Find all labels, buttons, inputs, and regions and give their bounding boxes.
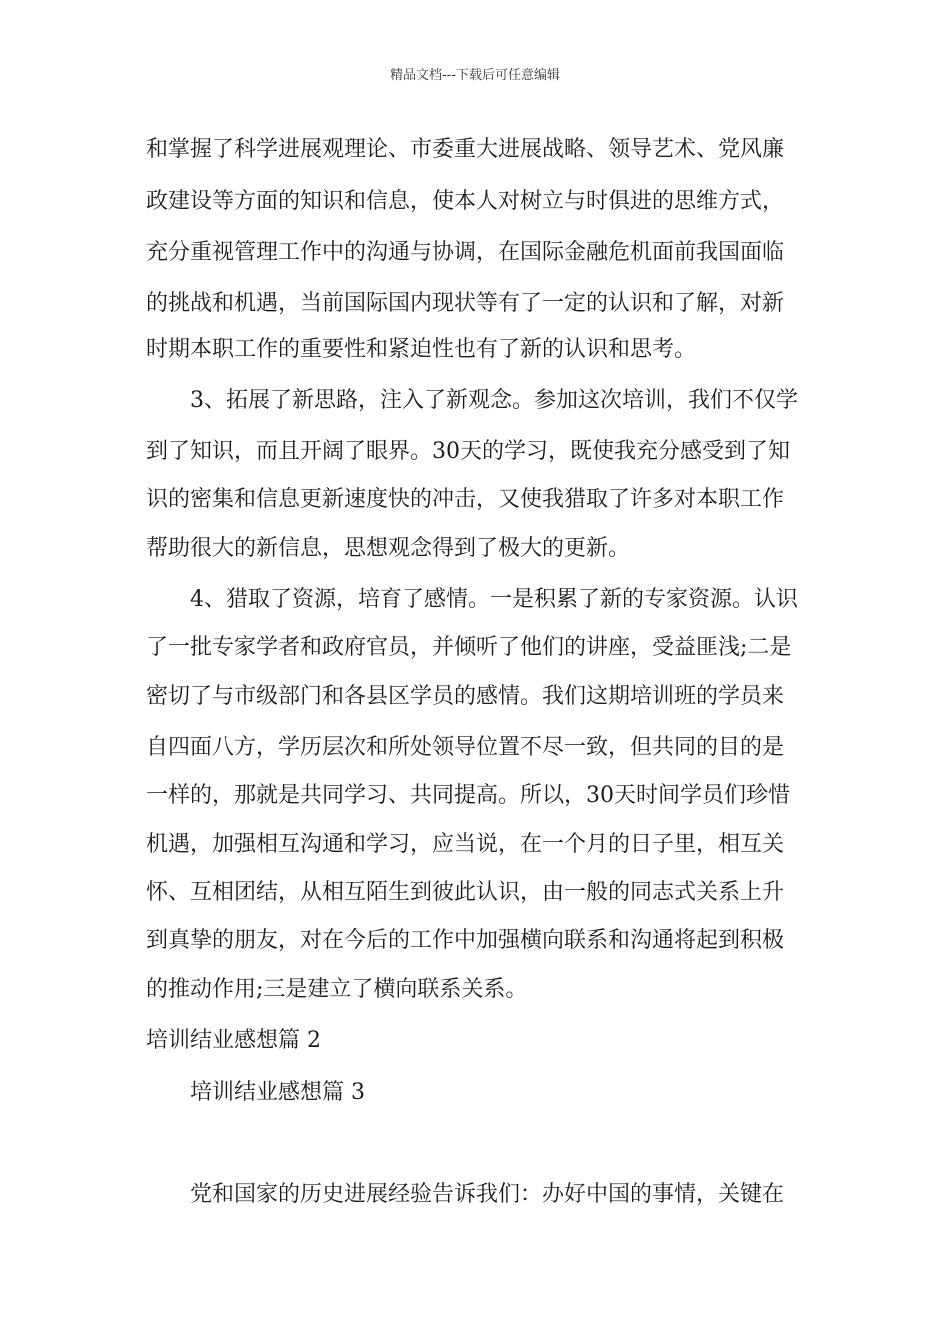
body-line: 的挑战和机遇，当前国际国内现状等有了一定的认识和了解，对新 [146,291,785,316]
body-line: 识的密集和信息更新速度快的冲击，又使我猎取了许多对本职工作 [146,487,785,512]
body-line: 机遇，加强相互沟通和学习，应当说，在一个月的日子里，相互关 [146,832,785,857]
body-line: 帮助很大的新信息，思想观念得到了极大的更新。 [146,536,631,561]
body-line: 一样的，那就是共同学习、共同提高。所以，30天时间学员们珍惜 [146,783,790,808]
body-line: 自四面八方，学历层次和所处领导位置不尽一致，但共同的目的是 [146,735,785,760]
body-line: 政建设等方面的知识和信息，使本人对树立与时俱进的思维方式， [146,189,785,214]
body-line: 3、拓展了新思路，注入了新观念。参加这次培训，我们不仅学 [190,388,798,413]
body-line: 充分重视管理工作中的沟通与协调，在国际金融危机面前我国面临 [146,240,785,265]
body-line: 到真挚的朋友，对在今后的工作中加强横向联系和沟通将起到积极 [146,928,785,953]
section-heading: 培训结业感想篇 3 [190,1080,365,1105]
section-heading: 培训结业感想篇 2 [146,1028,321,1053]
body-line: 的推动作用;三是建立了横向联系关系。 [146,977,528,1002]
body-line: 党和国家的历史进展经验告诉我们：办好中国的事情，关键在 [190,1182,785,1207]
body-line: 4、猎取了资源，培育了感情。一是积累了新的专家资源。认识 [190,587,798,612]
body-line: 到了知识，而且开阔了眼界。30天的学习，既使我充分感受到了知 [146,439,790,464]
body-line: 和掌握了科学进展观理论、市委重大进展战略、领导艺术、党风廉 [146,137,785,162]
body-line: 时期本职工作的重要性和紧迫性也有了新的认识和思考。 [146,337,697,362]
body-line: 了一批专家学者和政府官员，并倾听了他们的讲座，受益匪浅;二是 [146,635,792,660]
body-line: 怀、互相团结，从相互陌生到彼此认识，由一般的同志式关系上升 [146,880,785,905]
page-header: 精品文档---下载后可任意编辑 [389,68,561,83]
body-line: 密切了与市级部门和各县区学员的感情。我们这期培训班的学员来 [146,684,785,709]
